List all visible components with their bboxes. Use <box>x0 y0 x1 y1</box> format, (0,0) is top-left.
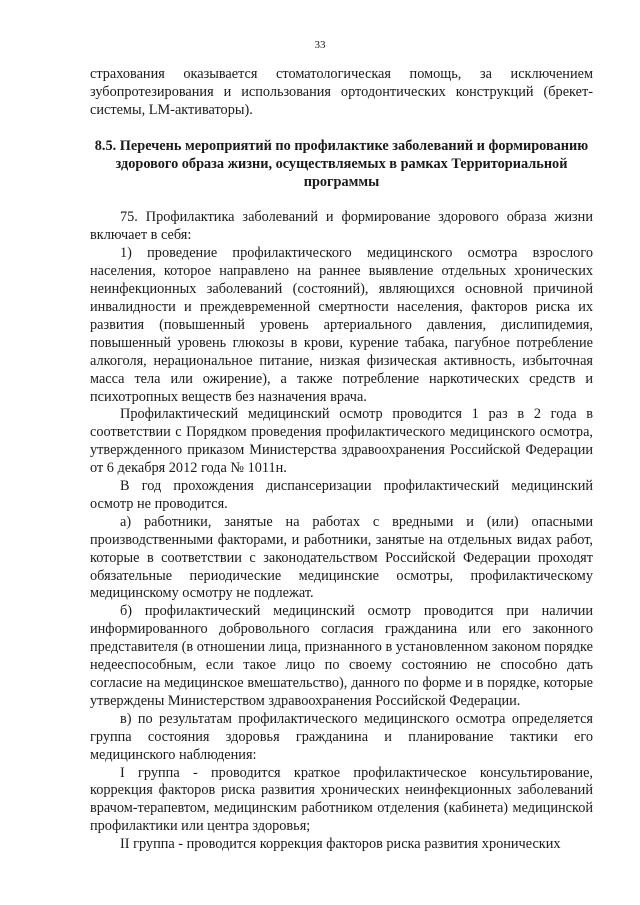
paragraph-item-c: в) по результатам профилактического медицинского осмотра определяется группа состояния здоровья гражданина и планирование тактики его медицинского наблюдения: <box>90 710 593 763</box>
paragraph-group-2: II группа - проводится коррекция факторов риска развития хронических <box>120 836 561 853</box>
paragraph-item-1: 1) проведение профилактического медицинского осмотра взрослого населения, которое направлено на раннее выявление отдельных хронических неинфекционных заболеваний (состояний), являющихся основной причиной инвалидности и преждевременной смертности населения, факторов риска их развития (повышенный уровень артериального давления, дислипидемия, повышенный уровень глюкозы в крови, курение табака, пагубное потребление алкоголя, нерациональное питание, низкая физическая активность, избыточная масса тела или ожирение), а также потребление наркотических средств и психотропных веществ без назначения врача. <box>90 245 593 405</box>
intro-continuation-paragraph: страхования оказывается стоматологическая помощь, за исключением зубопротезирования и использования ортодонтических конструкций (брекет-системы, LM-активаторы). <box>90 66 593 118</box>
paragraph-75-intro: 75. Профилактика заболеваний и формирование здорового образа жизни включает в себя: <box>90 209 593 244</box>
paragraph-group-1: I группа - проводится краткое профилактическое консультирование, коррекция факторов риска развития хронических неинфекционных заболеваний врачом-терапевтом, медицинским работником отделения (кабинета) медицинской профилактики или центра здоровья; <box>90 764 593 835</box>
section-heading: 8.5. Перечень мероприятий по профилактике заболеваний и формированию здорового образа жизни, осуществляемых в рамках Территориальной программы <box>94 137 589 190</box>
paragraph-exam-frequency: Профилактический медицинский осмотр проводится 1 раз в 2 года в соответствии с Порядком проведения профилактического медицинского осмотра, утвержденного приказом Министерства здравоохранения Российской Федерации от 6 декабря 2012 года № 1011н. <box>90 406 593 477</box>
paragraph-item-b: б) профилактический медицинский осмотр проводится при наличии информированного добровольного согласия гражданина или его законного представителя (в отношении лица, признанного в установленном законом порядке недееспособным, если такое лицо по своему состоянию не способно дать согласие на медицинское вмешательство), данного по форме и в порядке, которые утверждены Министерством здравоохранения Российской Федерации. <box>90 603 593 709</box>
page-number: 33 <box>314 39 326 51</box>
paragraph-item-a: а) работники, занятые на работах с вредными и (или) опасными производственными факторами, и работники, занятые на отдельных видах работ, которые в соответствии с законодательством Российской Федерации проходят обязательные периодические медицинские осмотры, профилактическому медицинскому осмотру не подлежат. <box>90 513 593 602</box>
page-content <box>90 66 593 854</box>
paragraph-dispensary-year: В год прохождения диспансеризации профилактический медицинский осмотр не проводится. <box>90 478 593 512</box>
